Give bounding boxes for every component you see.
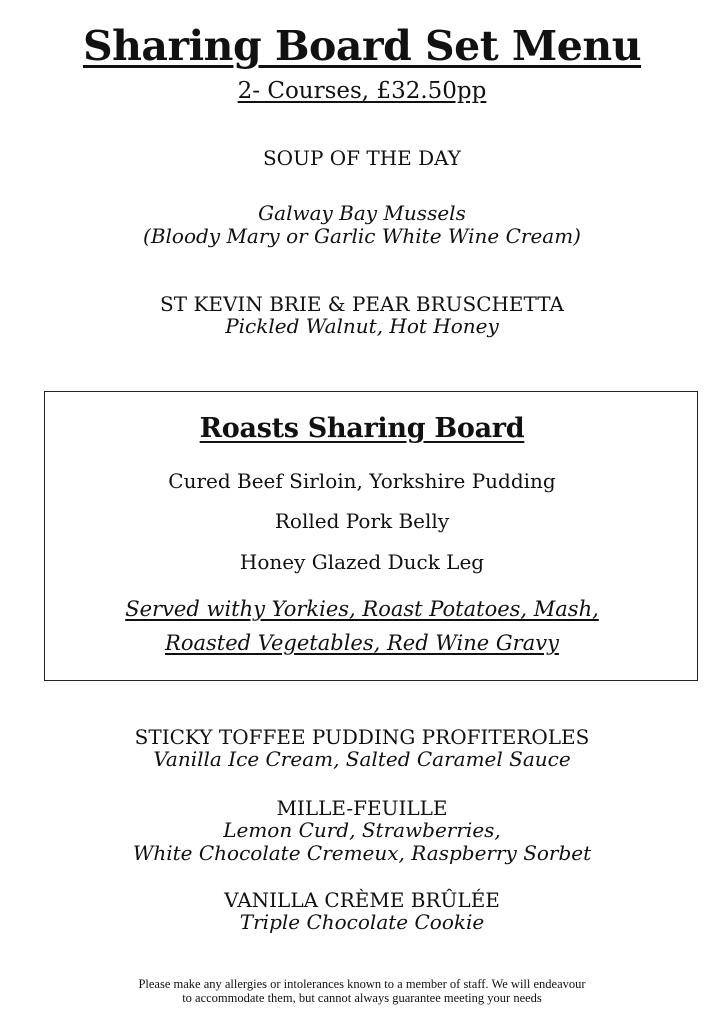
board-item: Rolled Pork Belly — [274, 509, 450, 533]
board-item: Honey Glazed Duck Leg — [239, 550, 485, 574]
board-served-with-line1: Served withy Yorkies, Roast Potatoes, Mash, — [125, 597, 599, 621]
board-item: Cured Beef Sirloin, Yorkshire Pudding — [168, 469, 556, 493]
allergy-notice-line1: Please make any allergies or intolerances known to a member of staff. We will endeavour — [138, 977, 586, 991]
dessert-mille-feuille-name: MILLE-FEUILLE — [276, 796, 448, 820]
dessert-profiteroles-name: STICKY TOFFEE PUDDING PROFITEROLES — [134, 725, 590, 749]
dessert-mille-feuille-detail-1: Lemon Curd, Strawberries, — [223, 818, 501, 842]
starter-mussels-detail: (Bloody Mary or Garlic White Wine Cream) — [143, 224, 581, 248]
dessert-creme-brulee-detail: Triple Chocolate Cookie — [239, 910, 485, 934]
starter-bruschetta-name: ST KEVIN BRIE & PEAR BRUSCHETTA — [160, 292, 564, 316]
sharing-board-title: Roasts Sharing Board — [199, 413, 525, 444]
dessert-profiteroles-detail: Vanilla Ice Cream, Salted Caramel Sauce — [153, 747, 571, 771]
allergy-notice — [0, 977, 724, 1005]
starter-bruschetta-detail: Pickled Walnut, Hot Honey — [225, 314, 499, 338]
starter-mussels-name: Galway Bay Mussels — [258, 201, 466, 225]
starter-soup: SOUP OF THE DAY — [262, 146, 461, 170]
board-served-with-line2: Roasted Vegetables, Red Wine Gravy — [165, 631, 559, 655]
dessert-mille-feuille-detail-2: White Chocolate Cremeux, Raspberry Sorbet — [132, 841, 592, 865]
menu-title: Sharing Board Set Menu — [82, 22, 641, 70]
menu-subtitle-price: 2- Courses, £32.50pp — [237, 78, 487, 104]
dessert-creme-brulee-name: VANILLA CRÈME BRÛLÉE — [224, 888, 500, 912]
allergy-notice-line2: to accommodate them, but cannot always guarantee meeting your needs — [182, 991, 542, 1005]
